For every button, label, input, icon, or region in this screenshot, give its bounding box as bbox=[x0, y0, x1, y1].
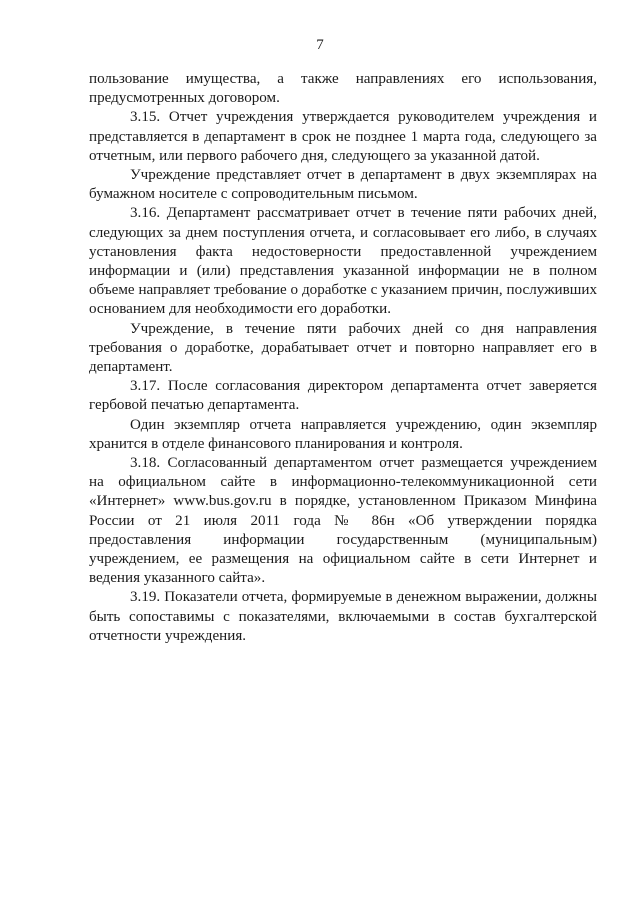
paragraph-3-19: 3.19. Показатели отчета, формируемые в денежном выражении, должны быть сопоставимы с показателями, включаемыми в состав бухгалтерской отчетности учреждения. bbox=[89, 589, 597, 644]
paragraph-3-15: 3.15. Отчет учреждения утверждается руководителем учреждения и представляется в департамент в срок не позднее 1 марта года, следующего за отчетным, или первого рабочего дня, следующего за указанной датой. bbox=[89, 109, 597, 164]
paragraph-continuation: пользование имущества, а также направлениях его использования, предусмотренных договором. bbox=[89, 71, 597, 107]
paragraph-revision: Учреждение, в течение пяти рабочих дней со дня направления требования о доработке, дорабатывает отчет и повторно направляет его в департамент. bbox=[89, 320, 597, 376]
paragraph-copy-storage: Один экземпляр отчета направляется учреждению, один экземпляр хранится в отделе финансового планирования и контроля. bbox=[89, 416, 597, 452]
paragraph-3-18: 3.18. Согласованный департаментом отчет размещается учреждением на официальном сайте в информационно-телекоммуникационной сети «Интернет» www.bus.gov.ru в порядке, установленном Приказом Минфина России от 21 июля 2011 года № 86н «Об утверждении порядка предоставления информации государственным (муниципальным) учреждением, ее размещения на официальном сайте в сети Интернет и ведения указанного сайта». bbox=[89, 455, 597, 587]
paragraph-3-17: 3.17. После согласования директором департамента отчет заверяется гербовой печатью департамента. bbox=[89, 378, 597, 414]
paragraph-report-copies: Учреждение представляет отчет в департамент в двух экземплярах на бумажном носителе с сопроводительным письмом. bbox=[89, 167, 597, 203]
page-number: 7 bbox=[316, 37, 324, 53]
paragraph-3-16: 3.16. Департамент рассматривает отчет в течение пяти рабочих дней, следующих за днем поступления отчета, и согласовывает его либо, в случаях установления факта недостоверности предоставленной учреждением информации и (или) представления указанной информации не в полном объеме направляет требование о доработке с указанием причин, послуживших основанием для необходимости его доработки. bbox=[89, 205, 597, 318]
document-body bbox=[89, 70, 597, 646]
